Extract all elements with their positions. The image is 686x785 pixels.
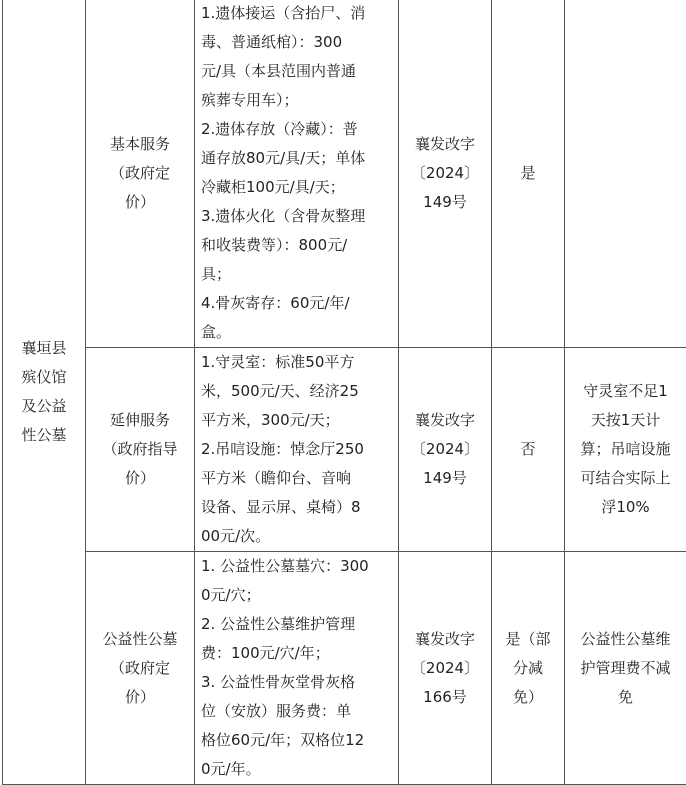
table-row	[3, 348, 686, 552]
table-row	[3, 0, 686, 348]
exempt-line: 否	[496, 435, 560, 464]
item-line: 2. 公益性公墓维护管理	[201, 610, 394, 639]
exempt-line: 分减	[496, 654, 560, 683]
item-line: 设备、显示屏、桌椅）8	[201, 493, 394, 522]
item-line: 毒、普通纸棺）：300	[201, 28, 394, 57]
doc-line: 〔2024〕	[405, 654, 485, 683]
exempt-cell	[492, 348, 565, 552]
item-line: 2.遗体存放（冷藏）：普	[201, 115, 394, 144]
doc-cell	[399, 552, 492, 785]
service-line: 公益性公墓	[92, 625, 188, 654]
service-line: （政府定	[92, 654, 188, 683]
item-line: 和收装费等）：800元/	[201, 231, 394, 260]
item-line: 具；	[201, 260, 394, 289]
exempt-cell	[492, 552, 565, 785]
service-cell	[86, 348, 195, 552]
item-line: 盒。	[201, 318, 394, 347]
doc-line: 149号	[405, 188, 485, 217]
doc-line: 〔2024〕	[405, 159, 485, 188]
exempt-line: 免）	[496, 683, 560, 712]
doc-line: 襄发改字	[405, 406, 485, 435]
facility-line: 性公墓	[9, 421, 79, 450]
item-line: 费：100元/穴/年；	[201, 639, 394, 668]
facility-line: 及公益	[9, 392, 79, 421]
item-line: 元/具（本县范围内普通	[201, 57, 394, 86]
service-line: 基本服务	[92, 130, 188, 159]
doc-cell	[399, 348, 492, 552]
doc-line: 166号	[405, 683, 485, 712]
item-line: 冷藏柜100元/具/天；	[201, 173, 394, 202]
note-cell	[565, 0, 686, 348]
service-cell	[86, 0, 195, 348]
service-line: 价）	[92, 683, 188, 712]
service-cell	[86, 552, 195, 785]
doc-line: 襄发改字	[405, 625, 485, 654]
item-line: 3. 公益性骨灰堂骨灰格	[201, 668, 394, 697]
item-line: 平方米（瞻仰台、音响	[201, 464, 394, 493]
items-cell	[195, 552, 399, 785]
item-line: 1.遗体接运（含抬尸、消	[201, 0, 394, 28]
item-line: 3.遗体火化（含骨灰整理	[201, 202, 394, 231]
item-line: 通存放80元/具/天；单体	[201, 144, 394, 173]
note-line: 可结合实际上	[571, 464, 680, 493]
doc-line: 〔2024〕	[405, 435, 485, 464]
facility-line: 殡仪馆	[9, 363, 79, 392]
item-line: 米，500元/天、经济25	[201, 377, 394, 406]
item-line: 2.吊唁设施：悼念厅250	[201, 435, 394, 464]
fee-table	[2, 0, 686, 785]
note-line: 公益性公墓维	[571, 625, 680, 654]
exempt-line: 是（部	[496, 625, 560, 654]
item-line: 1.守灵室：标准50平方	[201, 348, 394, 377]
item-line: 殡葬专用车）；	[201, 86, 394, 115]
table-row	[3, 552, 686, 785]
facility-cell	[3, 0, 86, 785]
doc-cell	[399, 0, 492, 348]
note-cell	[565, 552, 686, 785]
note-line: 浮10%	[571, 493, 680, 522]
service-line: 延伸服务	[92, 406, 188, 435]
note-line: 算；吊唁设施	[571, 435, 680, 464]
doc-line: 襄发改字	[405, 130, 485, 159]
item-line: 格位60元/年；双格位12	[201, 726, 394, 755]
note-line: 天按1天计	[571, 406, 680, 435]
item-line: 0元/穴；	[201, 581, 394, 610]
exempt-cell	[492, 0, 565, 348]
doc-line: 149号	[405, 464, 485, 493]
note-line: 守灵室不足1	[571, 377, 680, 406]
service-line: 价）	[92, 188, 188, 217]
service-line: （政府指导	[92, 435, 188, 464]
note-cell	[565, 348, 686, 552]
service-line: （政府定	[92, 159, 188, 188]
item-line: 平方米，300元/天；	[201, 406, 394, 435]
service-line: 价）	[92, 464, 188, 493]
items-cell	[195, 0, 399, 348]
items-cell	[195, 348, 399, 552]
item-line: 1. 公益性公墓墓穴：300	[201, 552, 394, 581]
facility-line: 襄垣县	[9, 334, 79, 363]
exempt-line: 是	[496, 159, 560, 188]
item-line: 4.骨灰寄存：60元/年/	[201, 289, 394, 318]
note-line: 免	[571, 683, 680, 712]
item-line: 0元/年。	[201, 755, 394, 784]
item-line: 位（安放）服务费：单	[201, 697, 394, 726]
item-line: 00元/次。	[201, 522, 394, 551]
note-line: 护管理费不减	[571, 654, 680, 683]
